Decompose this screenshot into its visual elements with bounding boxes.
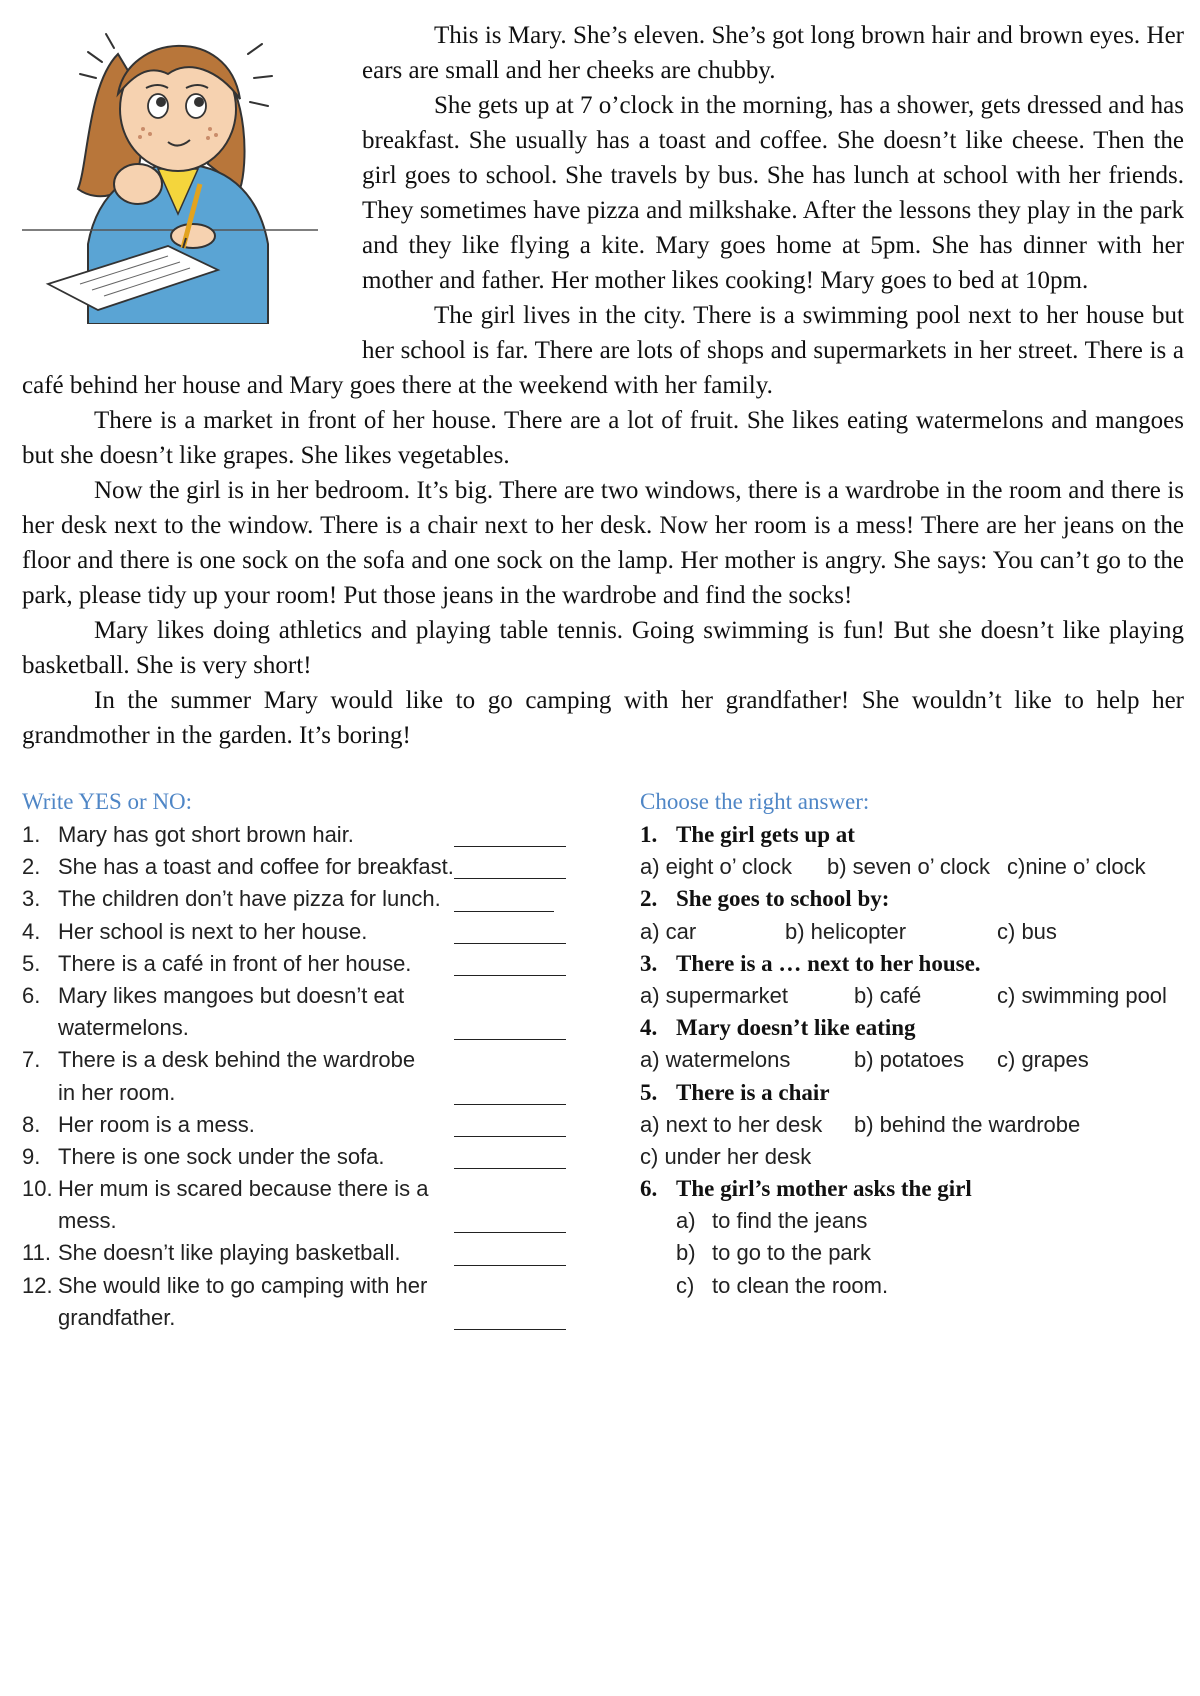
item-statement: She doesn’t like playing basketball. (58, 1240, 401, 1266)
item-number: 4. (22, 918, 41, 944)
item-statement: There is a café in front of her house. (58, 950, 412, 976)
item-number: 3. (22, 886, 41, 912)
item-number: 9. (22, 1143, 41, 1169)
reading-passage (22, 18, 1184, 753)
yes-no-item-continued (22, 1302, 582, 1334)
item-number: 12. (22, 1272, 53, 1298)
question-4-options (640, 1044, 1185, 1076)
item-statement: She has a toast and coffee for breakfast. (58, 854, 454, 880)
question-text: The girl gets up at (676, 822, 855, 847)
yes-no-item (22, 851, 582, 883)
answer-blank[interactable] (454, 1136, 566, 1137)
question-6-option-a[interactable] (640, 1205, 1185, 1237)
question-2-options (640, 916, 1185, 948)
yes-no-item (22, 819, 582, 851)
yes-no-item-continued (22, 1077, 582, 1109)
question-number: 6. (640, 1176, 658, 1202)
question-5-options (640, 1109, 1185, 1141)
question-text: There is a chair (676, 1079, 830, 1105)
answer-blank[interactable] (454, 1265, 566, 1266)
option-letter: b) (676, 1240, 696, 1266)
question-1 (640, 819, 1185, 851)
question-5-option-c (640, 1141, 1185, 1173)
option-b[interactable]: b) seven o’ clock (827, 854, 991, 880)
item-statement: Mary has got short brown hair. (58, 822, 354, 847)
option-letter: a) (676, 1208, 696, 1234)
item-statement: She would like to go camping with her (58, 1272, 428, 1298)
option-c[interactable]: c)nine o’ clock (1007, 854, 1146, 880)
item-statement-continued: mess. (58, 1208, 117, 1234)
answer-blank[interactable] (454, 911, 554, 912)
question-2 (640, 883, 1185, 915)
option-a[interactable]: a) watermelons (640, 1047, 791, 1073)
yes-no-item (22, 1237, 582, 1269)
question-5 (640, 1077, 1185, 1109)
option-c[interactable]: c) swimming pool (997, 982, 1167, 1008)
answer-blank[interactable] (454, 975, 566, 976)
yes-no-item (22, 1141, 582, 1173)
yes-no-item (22, 980, 582, 1012)
option-a[interactable]: a) supermarket (640, 982, 788, 1008)
answer-blank[interactable] (454, 1039, 566, 1040)
question-6 (640, 1173, 1185, 1205)
item-statement: Her school is next to her house. (58, 918, 368, 944)
yes-no-item (22, 1173, 582, 1205)
yes-no-item-continued (22, 1012, 582, 1044)
question-text: The girl’s mother asks the girl (676, 1176, 972, 1202)
option-letter: c) (676, 1272, 695, 1298)
option-text: to find the jeans (712, 1208, 868, 1234)
yes-no-item (22, 916, 582, 948)
item-number: 6. (22, 982, 41, 1008)
question-6-option-b[interactable] (640, 1237, 1185, 1269)
item-number: 10. (22, 1176, 53, 1202)
passage-paragraph: The girl lives in the city. There is a swimming pool next to her house but her school is far. There are lots of shops and supermarkets in her street. There is a café behind her house and Mary goes there at the weekend with her family. (22, 302, 1184, 399)
answer-blank[interactable] (454, 1168, 566, 1169)
item-number: 1. (22, 822, 41, 847)
passage-paragraph: There is a market in front of her house. There are a lot of fruit. She likes eating watermelons and mangoes but she doesn’t like grapes. She likes vegetables. (22, 407, 1184, 469)
yes-no-item (22, 1270, 582, 1302)
option-a[interactable]: a) next to her desk (640, 1111, 823, 1137)
item-number: 11. (22, 1240, 51, 1266)
question-3 (640, 948, 1185, 980)
answer-blank[interactable] (454, 878, 566, 879)
option-text: to clean the room. (712, 1272, 889, 1298)
yes-no-item (22, 883, 582, 915)
answer-blank[interactable] (454, 1104, 566, 1105)
yes-no-item-continued (22, 1205, 582, 1237)
yes-no-item (22, 948, 582, 980)
item-statement: There is one sock under the sofa. (58, 1143, 385, 1169)
item-statement-continued: in her room. (58, 1079, 176, 1105)
question-4 (640, 1012, 1185, 1044)
option-b[interactable]: b) café (854, 982, 922, 1008)
option-c[interactable]: c) bus (997, 918, 1057, 944)
question-number: 1. (640, 822, 658, 847)
item-number: 8. (22, 1111, 41, 1137)
item-statement: Her room is a mess. (58, 1111, 255, 1137)
passage-paragraph: Mary likes doing athletics and playing table tennis. Going swimming is fun! But she doesn’t like playing basketball. She is very short! (22, 617, 1184, 679)
question-text: There is a … next to her house. (676, 950, 981, 976)
question-number: 5. (640, 1079, 658, 1105)
item-statement-continued: watermelons. (58, 1015, 189, 1041)
question-text: Mary doesn’t like eating (676, 1015, 916, 1041)
option-c[interactable]: c) under her desk (640, 1143, 812, 1169)
question-1-options (640, 851, 1185, 883)
passage-paragraph: She gets up at 7 o’clock in the morning, has a shower, gets dressed and has breakfast. She usually has a toast and coffee. She doesn’t like cheese. Then the girl goes to school. She travels by bus. She has lunch at school with her friends. They sometimes have pizza and milkshake. After the lessons they play in the park and they like flying a kite. Mary goes home at 5pm. She has dinner with her mother and father. Her mother likes cooking! Mary goes to bed at 10pm. (362, 92, 1184, 294)
option-c[interactable]: c) grapes (997, 1047, 1089, 1073)
passage-paragraph: This is Mary. She’s eleven. She’s got long brown hair and brown eyes. Her ears are small and her cheeks are chubby. (362, 22, 1184, 84)
question-number: 3. (640, 950, 658, 976)
item-statement: There is a desk behind the wardrobe (58, 1047, 416, 1073)
item-statement: Her mum is scared because there is a (58, 1176, 429, 1202)
question-6-option-c[interactable] (640, 1270, 1185, 1302)
answer-blank[interactable] (454, 1232, 566, 1233)
question-number: 2. (640, 886, 658, 912)
multiple-choice-title: Choose the right answer: (640, 789, 870, 814)
multiple-choice-exercise (640, 785, 1185, 1302)
option-a[interactable]: a) car (640, 918, 697, 944)
answer-blank[interactable] (454, 846, 566, 847)
option-b[interactable]: b) behind the wardrobe (854, 1111, 1081, 1137)
passage-paragraph: In the summer Mary would like to go camping with her grandfather! She wouldn’t like to help her grandmother in the garden. It’s boring! (22, 687, 1184, 749)
yes-no-exercise (22, 785, 582, 1334)
option-b[interactable]: b) helicopter (785, 918, 907, 944)
option-a[interactable]: a) eight o’ clock (640, 854, 793, 880)
item-number: 2. (22, 854, 41, 880)
item-statement: Mary likes mangoes but doesn’t eat (58, 982, 405, 1008)
answer-blank[interactable] (454, 1329, 566, 1330)
option-b[interactable]: b) potatoes (854, 1047, 965, 1073)
item-number: 5. (22, 950, 41, 976)
question-number: 4. (640, 1015, 658, 1041)
item-number: 7. (22, 1047, 41, 1073)
question-text: She goes to school by: (676, 886, 890, 912)
item-statement-continued: grandfather. (58, 1304, 176, 1330)
yes-no-item (22, 1109, 582, 1141)
yes-no-title: Write YES or NO: (22, 789, 193, 814)
option-text: to go to the park (712, 1240, 871, 1266)
item-statement: The children don’t have pizza for lunch. (58, 886, 441, 912)
passage-paragraph: Now the girl is in her bedroom. It’s big. There are two windows, there is a wardrobe in the room and there is her desk next to the window. There is a chair next to her desk. Now her room is a mess! There are her jeans on the floor and there is one sock on the sofa and one sock on the lamp. Her mother is angry. She says: You can’t go to the park, please tidy up your room! Put those jeans in the wardrobe and find the socks! (22, 477, 1184, 609)
question-3-options (640, 980, 1185, 1012)
answer-blank[interactable] (454, 943, 566, 944)
yes-no-item (22, 1044, 582, 1076)
